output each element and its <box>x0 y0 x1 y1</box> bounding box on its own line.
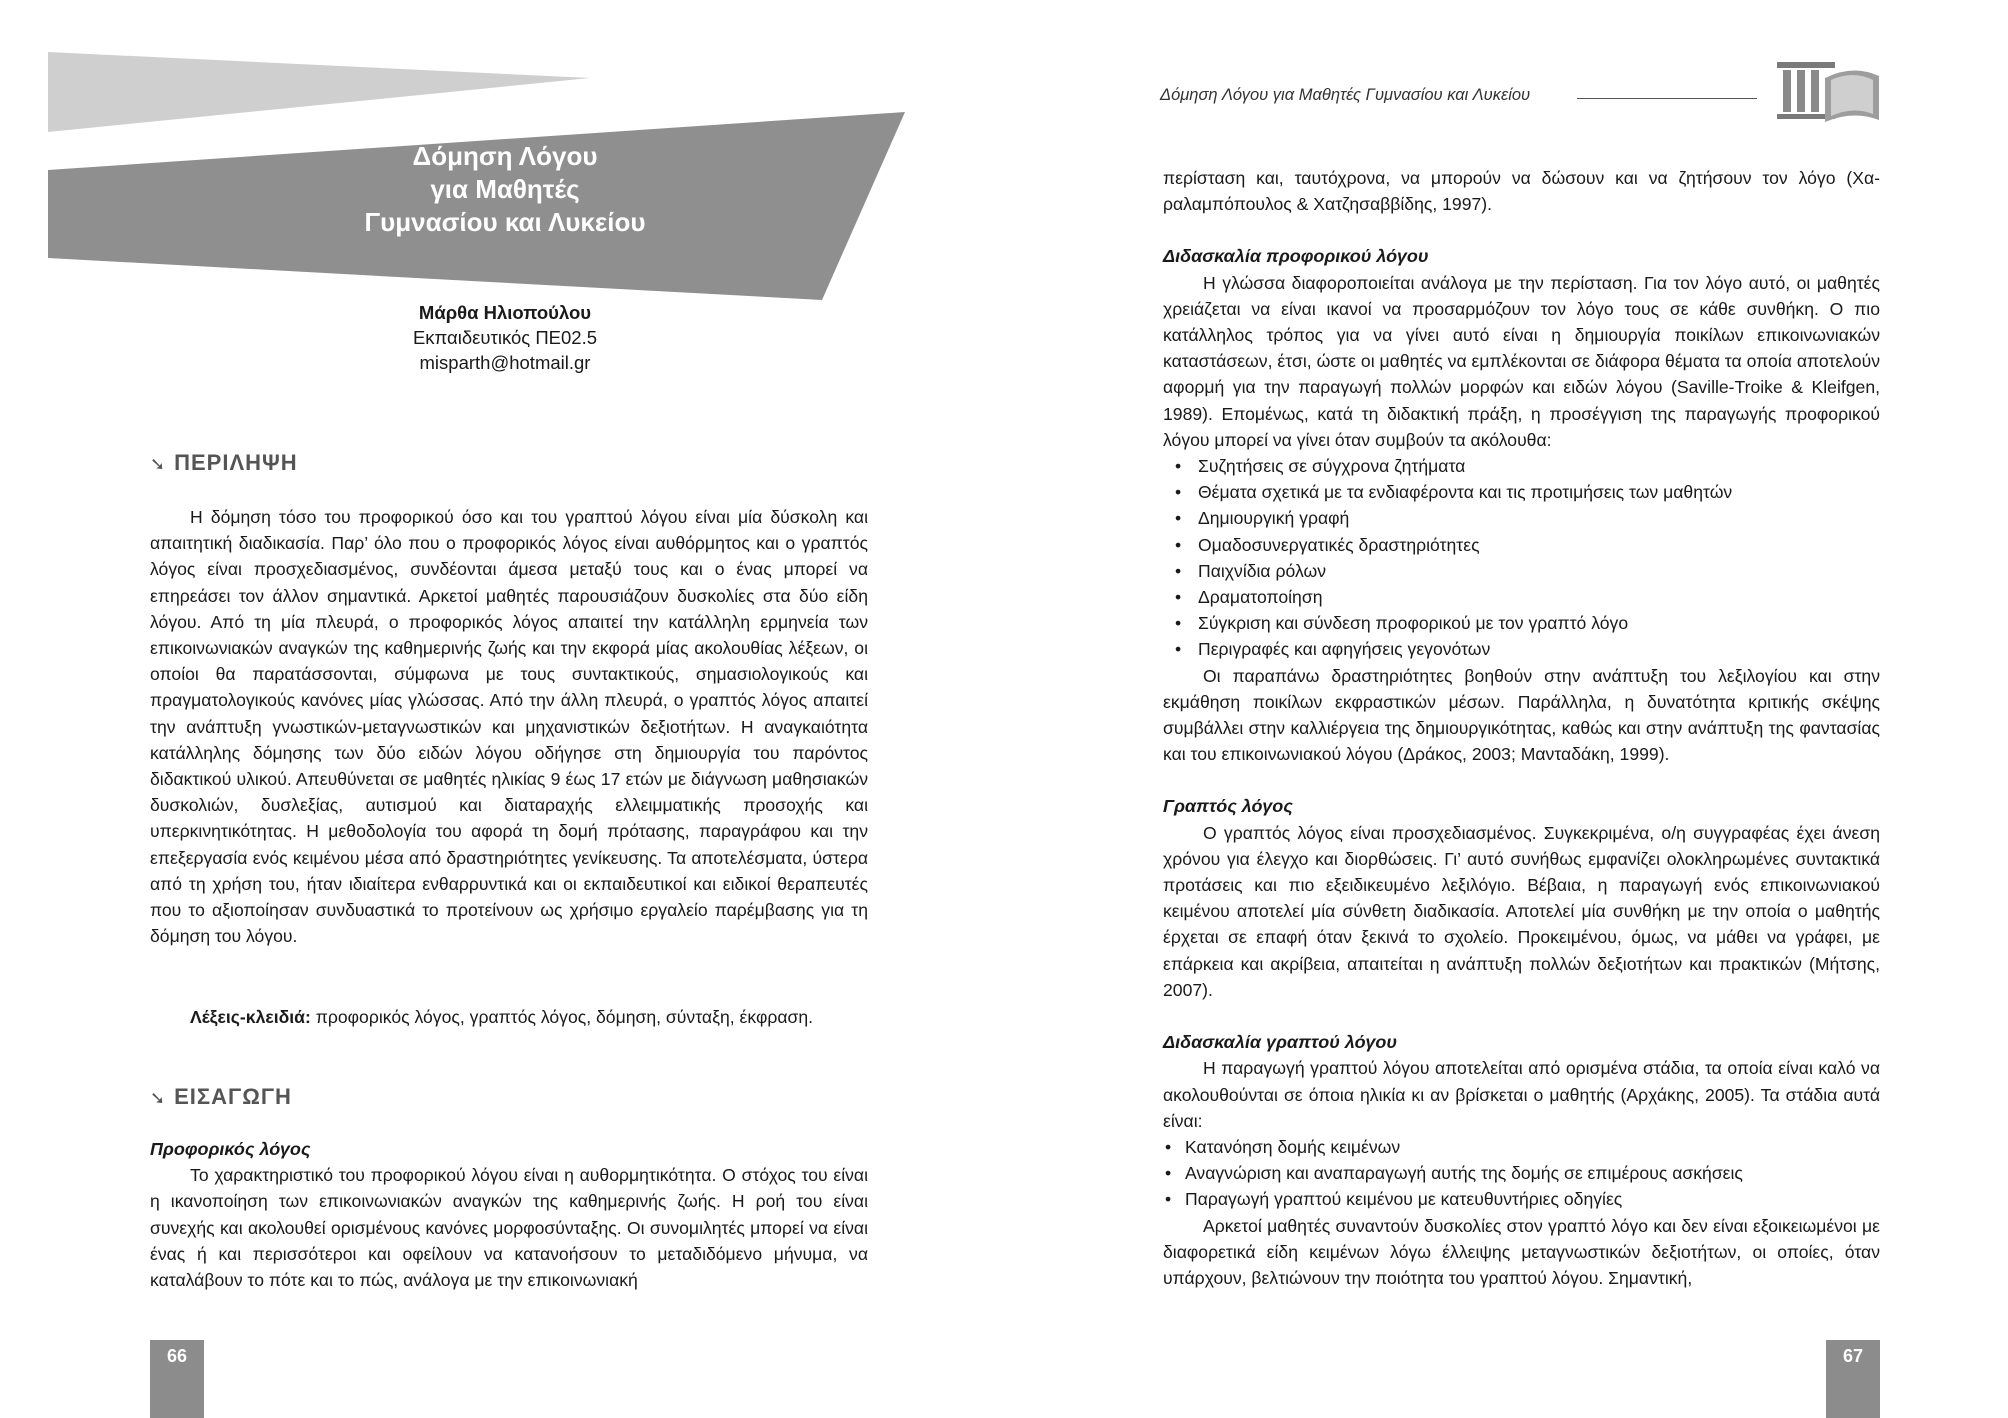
keywords-label: Λέξεις-κλειδιά: <box>190 1007 311 1027</box>
written-paragraph: Ο γραπτός λόγος είναι προσχεδιασμένος. Συγκεκριμένα, ο/η συγγραφέας έχει άνεση χρόνου για έλεγχο και διορθώσεις. Γι’ αυτό συνήθως εμφανίζει ολοκληρωμένες συντακτικά προτάσεις και πιο εξειδικευμένο λεξιλόγιο. Βέβαια, η παραγωγή ενός επικοινωνιακού κειμένου αποτελεί μία σύνθετη διαδικασία. Αποτελεί μία συνθήκη με την οποία ο μαθητής έρχεται σε επαφή όταν ξεκινά το σχολείο. Προκειμένου, όμως, να μάθει να γράφει, με επάρκεια και ακρίβεια, απαιτείται η ανάπτυξη πολλών δεξιοτήτων και πρακτικών (Μήτσης, 2007). <box>1163 822 1880 1000</box>
arrow-down-right-icon: ➘ <box>150 1088 167 1108</box>
oral-activities-followup: Οι παραπάνω δραστηριότητες βοηθούν στην ανάπτυξη του λεξιλογίου και στην εκμάθηση ποικίλων εκφραστικών μέσων. Παράλληλα, η δυνατότητα κριτικής σκέψης συμβάλλει στην καλλιέργεια της δημιουργικότητας, καθώς και στην ανάπτυξη της φαντασίας και του επικοινωνιακού λόγου (Δράκος, 2003; Μανταδάκη, 1999). <box>1163 665 1880 765</box>
author-name: Μάρθα Ηλιοπούλου <box>418 302 592 323</box>
written-teaching-subheading: Διδασκαλία γραπτού λόγου <box>1163 1032 1397 1053</box>
list-item: • Αναγνώριση και αναπαραγωγή αυτής της δομής σε επιμέρους ασκήσεις <box>1163 1160 1880 1186</box>
abstract-body: Η δόμηση τόσο του προφορικού όσο και του γραπτού λόγου είναι μία δύσκολη και απαιτητική διαδικασία. Παρ’ όλο που ο προφορικός λόγος είναι αυθόρμητος και ο γραπτός λόγος είναι προσχεδιασμένος, συνδέονται άμεσα μεταξύ τους και ο ένας μπορεί να επηρεάσει τον άλλον σημαντικά. Αρκετοί μαθητές παρουσιάζουν δυσκολίες στα δύο είδη λόγου. Από τη μία πλευρά, ο προφορικός λόγος απαιτεί την κατάλληλη ερμηνεία των επικοινωνιακών αναγκών της καθημερινής ζωής και την εκφορά μίας ακολουθίας λέξεων, οι οποίοι θα παρατάσσονται, σύμφωνα με τους συντακτικούς, σημασιολογικούς και πραγματολογικούς κανόνες μίας γλώσσας. Από την άλλη πλευρά, ο γραπτός λόγος απαιτεί την ανάπτυξη γνωστικών-μεταγνωστικών και μηχανιστικών δεξιοτήτων. Η αναγκαιότητα κατάλληλης δόμησης των δύο ειδών λόγου οδήγησε στη δημιουργία του παρόντος διδακτικού υλικού. Απευθύνεται σε μαθητές ηλικίας 9 έως 17 ετών με διάγνωση μαθησιακών δυσκολιών, δυσλεξίας, αυτισμού και διαταραχής ελλειμματικής προσοχής και υπερκινητικότητας. Η μεθοδολογία του αφορά τη δομή πρότασης, παραγράφου και την επεξεργασία ενός κειμένου μέσα από δραστηριότητες γενίκευσης. Τα αποτελέσματα, ύστερα από τη χρήση του, ήταν ιδιαίτερα ενθαρρυντικά και οι εκπαιδευτικοί και ειδικοί θεραπευτές που το αξιοποίησαν συνδυαστικά το προτείνουν ως χρήσιμο εργαλείο παρέμβασης για τη δόμηση του λόγου. <box>150 507 868 947</box>
author-role: Εκπαιδευτικός ΠΕ02.5 <box>412 327 598 348</box>
author-email: misparth@hotmail.gr <box>419 352 591 373</box>
written-stages-followup: Αρκετοί μαθητές συναντούν δυσκολίες στον γραπτό λόγο και δεν είναι εξοικειωμένοι με διαφορετικά είδη κειμένων λόγω έλλειψης μεταγνωστικών δεξιοτήτων, οι οποίες, όταν υπάρχουν, βελτιώνουν την ποιότητα του γραπτού λόγου. Σημαντική, <box>1163 1215 1880 1288</box>
running-head-rule <box>1577 98 1757 99</box>
list-item: • Περιγραφές και αφηγήσεις γεγονότων <box>1163 636 1880 662</box>
right-column <box>1163 165 1880 1291</box>
list-item: • Κατανόηση δομής κειμένων <box>1163 1134 1880 1160</box>
author-block <box>330 300 680 375</box>
arrow-down-right-icon: ➘ <box>150 454 167 474</box>
list-item: • Παραγωγή γραπτού κειμένου με κατευθυντήριες οδηγίες <box>1163 1186 1880 1212</box>
keywords <box>150 1004 868 1030</box>
list-item: • Δραματοποίηση <box>1163 584 1880 610</box>
oral-paragraph: Το χαρακτηριστικό του προφορικού λόγου είναι η αυθορμητικότητα. Ο στόχος του είναι η ικανοποίηση των επικοινωνιακών αναγκών της καθημερινής ζωής. Η ροή του είναι συνεχής και ακολουθεί ορισμένους κανόνες μορφοσύνταξης. Οι συνομιλητές μπορεί να είναι ένας ή και περισσότεροι και οφείλουν να κατανοήσουν το μεταδιδόμενο μήνυμα, να καταλάβουν το πότε και το πώς, ανάλογα με την επικοινωνιακή <box>150 1165 868 1291</box>
intro-heading: ➘ ΕΙΣΑΓΩΓΗ <box>150 1084 292 1109</box>
list-item: • Σύγκριση και σύνδεση προφορικού με τον γραπτό λόγο <box>1163 610 1880 636</box>
abstract-heading: ➘ ΠΕΡΙΛΗΨΗ <box>150 450 298 475</box>
list-item: • Παιχνίδια ρόλων <box>1163 558 1880 584</box>
list-item: • Ομαδοσυνεργατικές δραστηριότητες <box>1163 532 1880 558</box>
oral-activities-list <box>1163 453 1880 663</box>
list-item: • Θέματα σχετικά με τα ενδιαφέροντα και τις προτιμήσεις των μαθητών <box>1163 479 1880 505</box>
oral-teaching-subheading: Διδασκαλία προφορικού λόγου <box>1163 246 1429 267</box>
article-title: Δόμηση Λόγου για Μαθητές Γυμνασίου και Λυκείου <box>364 141 646 237</box>
keywords-text: προφορικός λόγος, γραπτός λόγος, δόμηση, σύνταξη, έκφραση. <box>310 1007 814 1027</box>
page-number-right: 67 <box>1826 1340 1880 1418</box>
list-item: • Δημιουργική γραφή <box>1163 505 1880 531</box>
page-number-left: 66 <box>150 1340 204 1418</box>
written-stages-list <box>1163 1134 1880 1213</box>
running-head: Δόμηση Λόγου για Μαθητές Γυμνασίου και Λυκείου <box>1160 86 1531 104</box>
oral-teaching-paragraph: Η γλώσσα διαφοροποιείται ανάλογα με την περίσταση. Για τον λόγο αυτό, οι μαθητές χρειάζεται να είναι ικανοί να προσαρμόζουν τον λόγο τους σε κάθε συνθήκη. Ο πιο κατάλληλος τρόπος για να γίνει αυτό είναι η δημιουργία ποικίλων επικοινωνιακών καταστάσεων, έτσι, ώστε οι μαθητές να εμπλέκονται σε διάφορα θέματα τα οποία αποτελούν αφορμή για την παραγωγή πολλών μορφών και ειδών λόγου (Saville-Troike & Kleifgen, 1989). Επομένως, κατά τη διδακτική πράξη, η προσέγγιση της παραγωγής προφορικού λόγου μπορεί να γίνει όταν συμβούν τα ακόλουθα: <box>1163 272 1880 450</box>
written-subheading: Γραπτός λόγος <box>1163 796 1293 817</box>
written-teaching-paragraph: Η παραγωγή γραπτού λόγου αποτελείται από ορισμένα στάδια, τα οποία είναι καλό να ακολουθούνται σε όποια ηλικία κι αν βρίσκεται ο μαθητής (Αρχάκης, 2005). Τα στάδια αυτά είναι: <box>1163 1058 1880 1131</box>
book-columns-icon <box>1775 58 1887 128</box>
list-item: • Συζητήσεις σε σύγχρονα ζητήματα <box>1163 453 1880 479</box>
oral-subheading: Προφορικός λόγος <box>150 1139 311 1159</box>
oral-section <box>150 1136 868 1293</box>
continuation-paragraph: περίσταση και, ταυτόχρονα, να μπορούν να δώσουν και να ζητήσουν τον λόγο (Χαραλαμπόπουλος & Χατζησαββίδης, 1997). <box>1163 168 1880 215</box>
